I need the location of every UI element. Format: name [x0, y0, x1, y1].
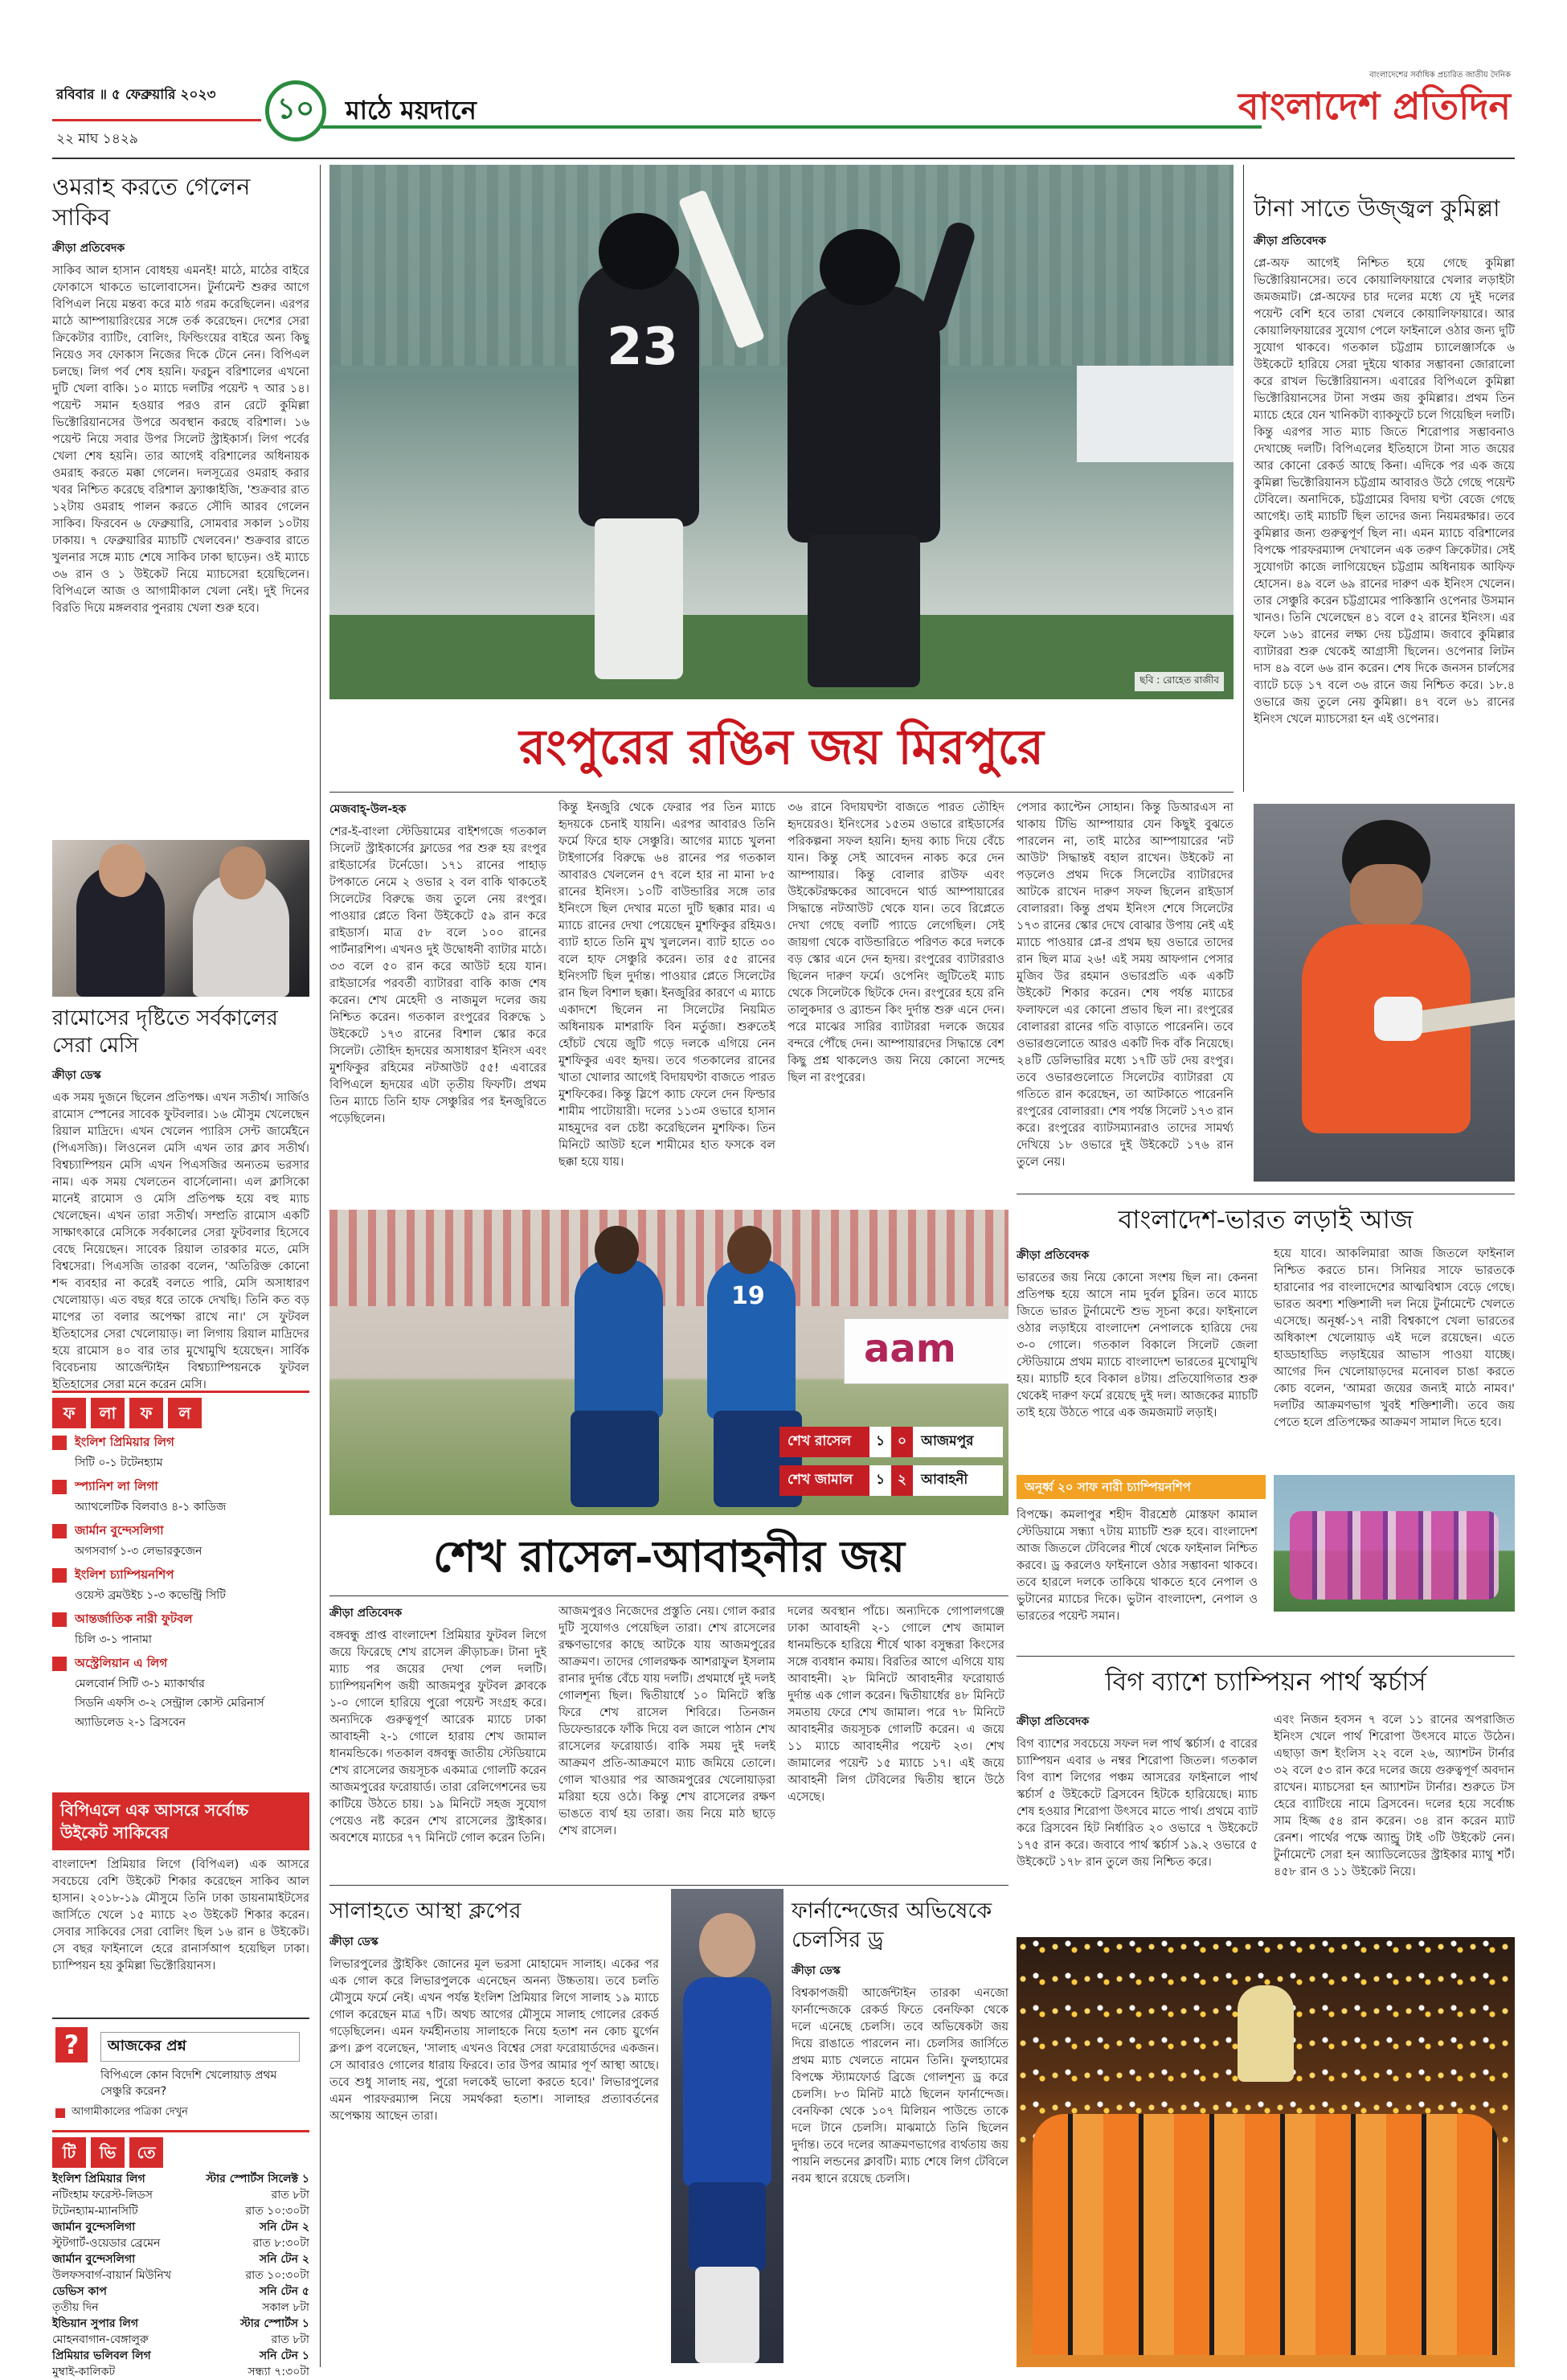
result-score: অগসবার্গ ১-৩ লেভারকুজেন — [75, 1545, 203, 1558]
tv-event: মুম্বাই-কালিকট — [52, 2366, 116, 2378]
result-league: ইংলিশ চ্যাম্পিয়নশিপ — [75, 1567, 174, 1582]
tv-row — [52, 2171, 309, 2187]
tv-row — [52, 2251, 309, 2267]
football-body-col-1: বঙ্গবন্ধু প্রাপ্ত বাংলাদেশ প্রিমিয়ার ফুটবল লিগে জয়ে ফিরেছে শেখ রাসেল ক্রীড়াচক্র। টানা দুই ম্যাচ পর জয়ের দেখা পেল দলটি। চ্যাম্পিয়নশিপ জয়ী আজমপুর ফুটবল ক্লাবকে ১-০ গোলে হারিয়ে পুরো পয়েন্ট সংগ্রহ করে। অন্যদিকে গুরুত্বপূর্ণ আরেক ম্যাচে ঢাকা আবাহনী ২-১ গোলে হারায় শেখ জামাল ধানমন্ডিকে। গতকাল বঙ্গবন্ধু জাতীয় স্টেডিয়ামে শেখ রাসেলের জয়সূচক একমাত্র গোলটি করেন আজমপুরের ফরোয়ার্ড। তারা রেলিগেশনের ভয় কাটিয়ে উঠতে চায়। ১৯ মিনিটে সহজ সুযোগ পেয়েও নষ্ট করেন শেখ রাসেলের স্ট্রাইকার। অবশেষে ম্যাচের ৭৭ মিনিটে গোল করেন তিনি। — [329, 1629, 546, 1845]
football-col-1 — [329, 1604, 546, 1877]
tv-event: জার্মান বুন্দেসলিগা — [52, 2221, 136, 2234]
player-head-right — [219, 846, 266, 899]
tv-channel: স্টার স্পোর্টস ১ — [240, 2317, 309, 2330]
main-body-col-4: পেসার ক্যাপ্টেন সোহান। কিন্তু ডিআরএস না থাকায় টিভি আম্পায়ার যেন কিছুই বুঝতে পারলেন না, তাই মাঠের আম্পায়ারের 'নট আউট' সিদ্ধান্তই বহাল রাখেন। উইকেট না পড়লেও প্রথম দিকে সিলেটের ব্যাটারদের আটকে রাখেন দারুণ সফল ছিলেন রাইডার্স বোলাররা। কিন্তু প্রথম ইনিংস শেষে সিলেটের ১৭৩ রানের স্কোর দেখে বোঝার উপায় নেই এই ম্যাচে পাওয়ার প্লে-র প্রথম ছয় ওভারে তাদের রান ছিল মাত্র ২৬! এই সময় আফগান পেসার মুজিব উর রহমান ওভারপ্রতি এক একটি উইকেট শিকার করেন। শেষ পর্যন্ত ম্যাচের ফলাফলে এর কোনো প্রভাব ছিল না। রংপুরের বোলাররা রানের গতি বাড়াতে পারেননি। তবে ওভারগুলোতে আরও একটি দিক বাঁক নিয়েছে। ২৪টি ডেলিভারির মধ্যে ১৭টি ডট দেয় রংপুর। তবে ওভারগুলোতে সিলেটের ব্যাটাররা যে গতিতে রান করেছেন, তা আটকাতে পারেননি রংপুরের বোলাররা। শেষ পর্যন্ত সিলেট ১৭৩ রান করে। রংপুরের ব্যাটসম্যানরাও তাদের সামর্থ্য দেখিয়ে ১৮ ওভারে দুই উইকেটে ১৭৬ রান তুলে নেয়। — [1017, 801, 1234, 1169]
trophy — [1238, 1985, 1294, 2082]
quiz-footer-text: আগামীকালের পত্রিকা দেখুন — [72, 2106, 188, 2118]
results-label-char-4: ল — [168, 1398, 202, 1428]
player-dark-legs — [571, 1411, 659, 1507]
results-label-char-2: লা — [91, 1398, 125, 1428]
fernandez-body: বিশ্বকাপজয়ী আর্জেন্টাইন তারকা এনজো ফার্নান্দেজকে রেকর্ড ফিতে বেনফিকা থেকে দলে এনেছে চেলসি। তবে অভিষেকটা জয় দিয়ে রাঙাতে পারলেন না। চেলসির জার্সিতে প্রথম ম্যাচ খেলতে নামেন তিনি। ফুলহ্যামের বিপক্ষে স্ট্যামফোর্ড ব্রিজে গোলশূন্য ড্র করে চেলসি। ৮৩ মিনিট মাঠে ছিলেন ফার্নান্দেজ। বেনফিকা থেকে ১০৭ মিলিয়ন পাউন্ডে তাকে দলে টানে চেলসি। মাঝমাঠে তিনি ছিলেন দুর্দান্ত। তবে দলের আক্রমণভাগের ব্যর্থতায় জয় পায়নি লন্ডনের ক্লাবটি। ম্যাচ শেষে লিগ টেবিলে নবম স্থানে রয়েছে চেলসি। — [792, 1987, 1009, 2185]
salah-story — [329, 1897, 659, 2350]
football-photo — [329, 1210, 1009, 1515]
salah-top-rule — [329, 1885, 1009, 1886]
football-body-col-3: দলের অবস্থান পাঁচে। অন্যদিকে গোপালগঞ্জে ঢাকা আবাহনী ২-১ গোলে শেখ জামাল ধানমন্ডিকে হারিয়ে শীর্ষে থাকা বসুন্ধরা কিংসের সঙ্গে ব্যবধান কমায়। বিরতির আগে এগিয়ে যায় আবাহনী। ২৮ মিনিটে আবাহনীর ফরোয়ার্ড দুর্দান্ত এক গোল করেন। দ্বিতীয়ার্ধের ৪৮ মিনিটে সমতায় ফেরে শেখ জামাল। পরে ৭৮ মিনিটে আবাহনীর জয়সূচক গোলটি করেন। এ জয়ে ১১ ম্যাচে আবাহনীর পয়েন্ট ২৩। শেখ জামালের পয়েন্ট ১৫ ম্যাচে ১৭। এই জয়ে আবাহনী লিগ টেবিলের দ্বিতীয় স্থানে উঠে এসেছে। — [788, 1605, 1004, 1804]
paper-logo: বাংলাদেশ প্রতিদিন — [1238, 84, 1511, 128]
bullet-icon — [52, 1612, 67, 1627]
player-head — [699, 1913, 755, 1977]
bullet-icon — [55, 2108, 65, 2118]
ad-board-text: aam — [864, 1326, 956, 1371]
tv-time: রাত ১০:৩০টা — [245, 2205, 309, 2218]
score2-team: শেখ জামাল — [779, 1465, 869, 1496]
result-league: স্প্যানিশ লা লিগা — [75, 1479, 158, 1493]
player-glove — [1374, 997, 1422, 1041]
result-score: মেলবোর্ন সিটি ৩-১ ম্যাকার্থার সিডনি এফসি ৩-২ সেন্ট্রাল কোস্ট মেরিনার্স অ্যাডিলেড ২-১ ব্রিসবেন — [75, 1677, 264, 1729]
quiz-footer — [55, 2104, 188, 2121]
result-league: ইংলিশ প্রিমিয়ার লিগ — [75, 1435, 174, 1449]
masthead — [0, 0, 1567, 161]
perth-col-2 — [1274, 1712, 1515, 1929]
tv-row — [52, 2235, 309, 2251]
main-story-col-4 — [1017, 800, 1234, 1194]
date-line-2: ২২ মাঘ ১৪২৯ — [56, 131, 138, 147]
player-shorts — [689, 2182, 766, 2271]
player-head-left — [99, 844, 145, 897]
comilla-byline: ক্রীড়া প্রতিবেদক — [1254, 235, 1327, 248]
results-box — [52, 1391, 309, 1737]
football-body-col-2: আজমপুরও নিজেদের প্রস্তুতি নেয়। গোল করার দুটি সুযোগও পেয়েছিল তারা। শেখ রাসেলের রক্ষণভাগের কাছে আটকে যায় আজমপুরের আক্রমণ। তাদের গোলরক্ষক আশরাফুল ইসলাম রানার দুর্দান্ত বেঁচে যায় দলটি। প্রথমার্ধে দুই দলই গোলশূন্য ছিল। দ্বিতীয়ার্ধে ১০ মিনিটে স্বস্তি ফিরে শেখ রাসেল শিবিরে। তিনজন ডিফেন্ডারকে ফাঁকি দিয়ে বল জালে পাঠান শেখ রাসেলের ফরোয়ার্ড। বাকি সময় দুই দলই আক্রমণ প্রতি-আক্রমণে ম্যাচ জমিয়ে তোলে। গোল খাওয়ার পর আজমপুরের খেলোয়াড়রা মরিয়া হয়ে ওঠে। কিন্তু শেখ রাসেলের রক্ষণ ভাঙতে ব্যর্থ হয় তারা। জয় নিয়ে মাঠ ছাড়ে শেখ রাসেল। — [558, 1605, 775, 1837]
section-title: মাঠে ময়দানে — [346, 95, 477, 125]
comilla-story — [1254, 193, 1515, 802]
tv-event: নটিংহাম ফরেস্ট-লিডস — [52, 2189, 153, 2202]
header-green-rule — [321, 125, 1262, 129]
tv-rows — [52, 2171, 309, 2380]
cricketer-photo — [1254, 804, 1515, 1182]
salah-headline[interactable]: সালাহতে আস্থা ক্লপের — [329, 1899, 522, 1923]
batter-legs — [808, 535, 920, 687]
tv-event: টটেনহ্যাম-ম্যানসিটি — [52, 2205, 138, 2218]
bullet-icon — [52, 1568, 67, 1583]
header-bottom-rule — [52, 158, 1515, 159]
tv-channel: সনি টেন ২ — [259, 2221, 309, 2234]
column-divider — [1243, 165, 1244, 792]
date-line-1: রবিবার ॥ ৫ ফেব্রুয়ারি ২০২৩ — [56, 87, 216, 103]
tv-time: সকাল ৮টা — [262, 2301, 309, 2314]
bd-india-body-col-2: হয়ে যাবে। আকলিমারা আজ জিতলে ফাইনাল নিশ্চিত করতে চান। সিনিয়র সাফে ভারতকে হারানোর পর বাংলাদেশের আত্মবিশ্বাস বেড়ে গেছে। ভারত অবশ্য শক্তিশালী দল নিয়ে টুর্নামেন্টে খেলতে এসেছে। অনূর্ধ্ব-১৭ নারী বিশ্বকাপে খেলা ভারতের অধিকাংশ খেলোয়াড় এই দলে রয়েছেন। এতে হাড্ডাহাড্ডি লড়াইয়ের আভাস পাওয়া যাচ্ছে। আগের দিন খেলোয়াড়দের মনোবল চাঙা করতে কোচ বলেন, 'আমরা জয়ের জন্যই মাঠে নামব।' দলটির আক্রমণভাগ খুবই শক্তিশালী। তবে জয় পেতে হলে প্রতিপক্ষের আক্রমণ সামাল দিতে হবে। — [1274, 1247, 1515, 1429]
bd-india-headline[interactable]: বাংলাদেশ-ভারত লড়াই আজ — [1118, 1204, 1414, 1235]
player-19-head — [727, 1226, 771, 1274]
story-ramos-headline[interactable]: রামোসের দৃষ্টিতে সর্বকালের সেরা মেসি — [52, 1006, 278, 1058]
photo-credit: ছবি : রোহেত রাজীব — [1135, 672, 1224, 691]
bullet-icon — [52, 1480, 67, 1494]
team-players — [1033, 2114, 1499, 2355]
quiz-question: বিপিএলে কোন বিদেশি খেলোয়াড় প্রথম সেঞ্চুরি করেন? — [100, 2069, 277, 2098]
scoreboard-2 — [779, 1465, 1003, 1496]
tv-event: ইন্ডিয়ান সুপার লিগ — [52, 2317, 139, 2330]
player-dark-head — [595, 1226, 639, 1274]
perth-body-col-2: এবং নিজন হবসন ৭ বলে ১১ রানের অপরাজিত ইনিংস খেলে পার্থ শিরোপা উৎসবে মাতে উঠেন। এছাড়া জশ ইংলিস ২২ বলে ২৬, অ্যাশটন টার্নার ৩২ বলে ৫৩ রান করে দলের জয়ে গুরুত্বপূর্ণ অবদান রাখেন। ম্যাচসেরা হন আ্যাশটন টার্নার। শুরুতে টস হেরে ব্যাটিংয়ে নামে ব্রিসবেন। দলের হয়ে সর্বোচ্চ সাম হিজ্জ ৫৪ রান করেন। ৩৪ রান করেন ম্যাট রেনশ। পার্থের পক্ষে অ্যান্ড্রু টাই ৩টি উইকেট নেন। টুর্নামেন্টে সেরা হন অ্যাডিলেডের স্ট্রাইকার ম্যাথু শর্ট। ৪৫৮ রান ও ১১ উইকেট নিয়ে। — [1274, 1714, 1515, 1878]
tv-channel: সনি টেন ৫ — [259, 2285, 309, 2298]
tv-event: তৃতীয় দিন — [52, 2301, 99, 2314]
quiz-box — [52, 2017, 309, 2128]
player-23-legs — [595, 518, 683, 679]
page-number: ১০ — [276, 92, 315, 125]
scoreboard-1 — [779, 1427, 1003, 1457]
results-label-char-3: ফ — [129, 1398, 163, 1428]
tv-row — [52, 2364, 309, 2380]
main-body-col-3: ৩৬ রানে বিদায়ঘণ্টা বাজতে পারত তৌহিদ হৃদয়েরও। ইনিংসের ১৫তম ওভারে রাইডার্সের পরিকল্পনা সফল হয়নি। হৃদয় ক্যাচ দিয়ে বেঁচে যান। কিন্তু সেই আবেদন নাকচ করে দেন আম্পায়ার। কিন্তু বোলার রাউফ এবং উইকেটরক্ষকের আবেদনে থার্ড আম্পায়ারের সিদ্ধান্তে নটআউট থেকে যান। তবে রিপ্লেতে দেখা গেছে বলটি প্যাডে লেগেছিল। সেই জায়গা থেকে বাউন্ডারিতে পরিণত করে দলকে বড় স্কোর এনে দেন হৃদয়। রংপুরের ব্যাটাররাও ছিলেন দারুণ ফর্মে। ওপেনিং জুটিতেই ম্যাচ থেকে সিলেটকে ছিটকে দেন। রংপুরের হয়ে রনি তালুকদার ও ব্র্যান্ডন কিং দুর্দান্ত শুরু এনে দেন। পরে মাঝের সারির ব্যাটাররা দলকে জয়ের বন্দরে পৌঁছে দেন। আম্পায়ারদের সিদ্ধান্তে বেশ কিছু প্রশ্ন থাকলেও জয় নিয়ে কোনো সন্দেহ ছিল না রংপুরের। — [788, 801, 1004, 1084]
result-score: অ্যাথলেটিক বিলবাও ৪-১ কাডিজ — [75, 1501, 227, 1514]
result-league: জার্মান বুন্দেসলিগা — [75, 1523, 164, 1538]
bpl-record-headline[interactable]: বিপিএলে এক আসরে সর্বোচ্চ উইকেট সাকিবের — [52, 1792, 309, 1850]
football-col-3 — [788, 1604, 1004, 1877]
result-league: আন্তর্জাতিক নারী ফুটবল — [75, 1612, 193, 1626]
batter-body — [788, 285, 940, 543]
pitch-ground — [329, 615, 1234, 699]
score2-home: ১ — [869, 1465, 891, 1496]
result-item[interactable] — [52, 1566, 309, 1605]
main-story-col-1 — [329, 800, 546, 1194]
salah-byline: ক্রীড়া ডেস্ক — [329, 1936, 378, 1948]
stadium-stand — [329, 165, 1234, 366]
tv-channel: সনি টেন ২ — [259, 2253, 309, 2266]
main-byline: মেজবাহ্-উল-হক — [329, 803, 407, 816]
batter-helmet — [820, 229, 900, 305]
bd-india-story — [1017, 1202, 1515, 1237]
football-headline[interactable]: শেখ রাসেল-আবাহনীর জয় — [433, 1530, 905, 1582]
tv-event: ডেভিস কাপ — [52, 2285, 107, 2298]
boundary-board — [1077, 366, 1234, 462]
tv-event: জার্মান বুন্দেসলিগা — [52, 2253, 136, 2266]
bd-india-body-col-1: ভারতের জয় নিয়ে কোনো সংশয় ছিল না। কেননা প্রতিপক্ষ হয়ে আসে নাম দুর্বল চুরিন। তবে ম্যাচে জিতে ভারত টুর্নামেন্টে শুভ সূচনা করে। ফাইনালে ওঠার লড়াইয়ে বাংলাদেশ নেপালকে হারিয়ে দেয় ৩-০ গোলে। গতকাল বিকালে সিলেট জেলা স্টেডিয়ামে প্রথম ম্যাচে বাংলাদেশ ভারতের মুখোমুখি হয়। ম্যাচটি হবে বিকাল ৪টায়। প্রতিযোগিতার শুরু থেকেই দারুণ ফর্মে রয়েছে দুই দল। আজকের ম্যাচটি তাই হয়ে উঠতে পারে এক জমজমাট লড়াই। — [1017, 1272, 1258, 1419]
player-dark-body — [575, 1258, 663, 1419]
tv-row — [52, 2316, 309, 2332]
results-label-char-1: ফ — [52, 1398, 86, 1428]
result-league: অস্ট্রেলিয়ান এ লিগ — [75, 1656, 168, 1670]
result-score: সিটি ০-১ টটেনহ্যাম — [75, 1456, 163, 1469]
bd-india-byline: ক্রীড়া প্রতিবেদক — [1017, 1249, 1090, 1262]
perth-top-rule — [1017, 1656, 1515, 1657]
tv-time: রাত ৮টা — [271, 2189, 309, 2202]
tv-channel: সনি টেন ১ — [259, 2349, 309, 2362]
score1-opponent: আজমপুর — [913, 1427, 1003, 1457]
main-body-col-1: শের-ই-বাংলা স্টেডিয়ামের বাইশগজে গতকাল সিলেট স্ট্রাইকার্সের ফ্লাডের পর শুরু হয় রংপুর রাইডার্সের টর্নেডো। ১৭১ রানের পাহাড় টপকাতে নেমে ২ ওভার ২ বল বাকি থাকতেই সিলেটের বিরুদ্ধে জয় তুলে নেয় রংপুর। পাওয়ার প্লেতে বিনা উইকেটে ৫৯ রান করে রাইডার্স। মাত্র ৫৮ বলে ১০০ রানের পার্টনারশিপ। এখনও দুই উদ্বোধনী ব্যাটার মাঠে। ৩৩ বলে ৫০ রান করে আউট হয়ে যান। রাইডার্সের পরবর্তী ব্যাটাররা বাকি কাজ শেষ করেন। শেখ মেহেদী ও নাজমুল দলের জয় নিশ্চিত করেন। গতকাল রংপুরের বিরুদ্ধে ১ উইকেটে ১৭৩ রানের বিশাল স্কোর করে সিলেট। তৌহিদ হৃদয়ের অসাধারণ ইনিংস এবং মুশফিকুর রহিমের নটআউট ৫৫! এবারের বিপিএলে হৃদয়ের এটা তৃতীয় ফিফটি। প্রথম তিন ম্যাচে তিনি হাফ সেঞ্চুরির পর ইনজুরিতে পড়েছিলেন। — [329, 825, 546, 1125]
player-jersey — [683, 1977, 771, 2186]
comilla-body: প্লে-অফ আগেই নিশ্চিত হয়ে গেছে কুমিল্লা ভিক্টোরিয়ানসের। তবে কোয়ালিফায়ারে খেলার লড়াইটা জমজমাট। প্লে-অফের চার দলের মধ্যে যে দুই দলের পয়েন্ট বেশি হবে তারা খেলবে কোয়ালিফায়ারে। আর কোয়ালিফায়ারের সুযোগ পেলে ফাইনালে ওঠার জন্য দুটি সুযোগ থাকবে। গতকাল চট্টগ্রাম চ্যালেঞ্জার্সকে ৬ উইকেটে হারিয়ে সেরা দুইয়ে থাকার সম্ভাবনা জোরালো করে রাখল ভিক্টোরিয়ানস। এবারের বিপিএলে কুমিল্লা ভিক্টোরিয়ানসের টানা সপ্তম জয় কুমিল্লার। প্রথম তিন ম্যাচে হেরে যেন খানিকটা ব্যাকফুটে চলে গিয়েছিল দলটি। কিন্তু এরপর সাত ম্যাচ জিতে শিরোপার সম্ভাবনাও দেখাচ্ছে দলটি। বিপিএলের ইতিহাসে টানা সাত জয়ের আর কোনো রেকর্ড আছে কিনা। এদিকে পর এক জয়ে কুমিল্লা ভিক্টোরিয়ানস চট্টগ্রাম আবারও উঠে গেছে পয়েন্ট টেবিলে। অনাদিকে, চট্টগ্রামের বিদায় ঘণ্টা বেজে গেছে আগেই। তাই ম্যাচটি ছিল তাদের জন্য নিয়মরক্ষার। তবে কুমিল্লার জন্য গুরুত্বপূর্ণ ছিল না। এমন ম্যাচে বরিশালের বিপক্ষে পারফরম্যান্স দেখালেন এক তরুণ ক্রিকেটার। সেই সুযোগটা কাজে লাগিয়েছেন চট্টগ্রাম অধিনায়ক আফিফ হোসেন। ৪৯ বলে ৬৯ রানের দারুণ এক ইনিংস খেলেন। তার সেঞ্চুরি করেন চট্টগ্রামের পাকিস্তানি ওপেনার উসমান খানও। তিনি খেলেছেন ৪১ বলে ৫২ রানের ইনিংস। এর ফলে ১৬১ রানের লক্ষ্য দেয় চট্টগ্রাম। জবাবে কুমিল্লার ব্যাটাররা শুরু থেকেই আগ্রাসী ছিলেন। ওপেনার লিটন দাস ৪৯ বলে ৬৬ রান করেন। শেষ দিকে জনসন চার্লসের ব্যাটে চড়ে ১৭ বলে ৩৬ রানে জয় নিশ্চিত করে। ১৮.৪ ওভারে জয় তুলে নেয় কুমিল্লা। ৪৭ বলে ৬১ রানের ইনিংস খেলে ম্যাচসেরা হন এই ওপেনার। — [1254, 257, 1515, 726]
story-omrah-byline: ক্রীড়া প্রতিবেদক — [52, 242, 125, 255]
tv-event: স্টুটগার্ট-ওয়েডার ব্রেমেন — [52, 2237, 161, 2250]
player-face — [1350, 864, 1422, 928]
results-list — [52, 1433, 309, 1732]
paper-tagline: বাংলাদেশের সর্বাধিক প্রচারিত জাতীয় দৈনিক — [1369, 71, 1511, 80]
result-item[interactable] — [52, 1654, 309, 1732]
results-label — [52, 1391, 309, 1428]
tv-channel: স্টার স্পোর্টস সিলেক্ট ১ — [206, 2173, 309, 2185]
tv-row — [52, 2267, 309, 2284]
date-divider — [52, 119, 261, 121]
tv-time: রাত ৮:৩০টা — [252, 2237, 309, 2250]
result-item[interactable] — [52, 1433, 309, 1473]
tv-event: উলফসবার্গ-বায়ার্ন মিউনিখ — [52, 2269, 172, 2282]
tv-row — [52, 2219, 309, 2235]
bullet-icon — [52, 1657, 67, 1671]
score1-home: ১ — [869, 1427, 891, 1457]
football-col-2 — [558, 1604, 775, 1877]
tv-row — [52, 2284, 309, 2300]
tv-label-char-3: তে — [129, 2137, 163, 2168]
tv-time: সন্ধ্যা ৭:৩০টা — [248, 2366, 309, 2378]
bullet-icon — [52, 1436, 67, 1450]
score2-opponent: আবাহনী — [913, 1465, 1003, 1496]
score1-away: ০ — [891, 1427, 913, 1457]
comilla-headline[interactable]: টানা সাতে উজ্জ্বল কুমিল্লা — [1254, 195, 1500, 222]
tv-row — [52, 2187, 309, 2203]
perth-col-1 — [1017, 1712, 1258, 1937]
quiz-title: আজকের প্রশ্ন — [100, 2032, 300, 2062]
saff-body-text: বিপক্ষে। কমলাপুর শহীদ বীরশ্রেষ্ঠ মোস্তফা কামাল স্টেডিয়ামে সন্ধ্যা ৭টায় ম্যাচটি শুরু হবে। বাংলাদেশ আজ জিতলে টেবিলের শীর্ষে থেকে ফাইনাল নিশ্চিত করবে। ড্র করলেও ফাইনালে ওঠার সম্ভাবনা থাকবে। তবে হারলে দলকে তাকিয়ে থাকতে হবে নেপাল ও ভুটানের ম্যাচের দিকে। ভুটান বাংলাদেশ, নেপাল ও ভারতের পয়েন্ট সমান। — [1017, 1509, 1258, 1623]
perth-byline: ক্রীড়া প্রতিবেদক — [1017, 1715, 1090, 1728]
bd-india-col-2 — [1274, 1246, 1515, 1463]
score1-team: শেখ রাসেল — [779, 1427, 869, 1457]
perth-celebration-photo — [1017, 1937, 1515, 2367]
saff-body — [1017, 1507, 1258, 1652]
main-headline[interactable]: রংপুরের রঙিন জয় মিরপুরে — [519, 719, 1044, 776]
score2-away: ২ — [891, 1465, 913, 1496]
football-byline: ক্রীড়া প্রতিবেদক — [329, 1607, 403, 1620]
bpl-record-box — [52, 1792, 309, 1975]
story-omrah — [52, 171, 309, 890]
bullet-icon — [52, 1524, 67, 1538]
tv-row — [52, 2332, 309, 2348]
tv-time: রাত ১০:৩০টা — [245, 2269, 309, 2282]
tv-row — [52, 2203, 309, 2219]
tv-label-char-2: ভি — [91, 2137, 125, 2168]
saff-team-photo — [1274, 1475, 1515, 1612]
tv-row — [52, 2348, 309, 2364]
result-item[interactable] — [52, 1610, 309, 1649]
player-group — [1290, 1511, 1499, 1600]
headline-rule — [329, 792, 1234, 793]
result-score: চিলি ৩-১ পানামা — [75, 1633, 152, 1646]
main-story-col-2 — [558, 800, 775, 1194]
salah-body: লিভারপুলের স্ট্রাইকিং জোনের মূল ভরসা মোহামেদ সালাহ। একের পর এক গোল করে লিভারপুলকে এনেছেন অনন্য উচ্চতায়। তবে চলতি মৌসুমে ফর্মে নেই। এখন পর্যন্ত ইংলিশ প্রিমিয়ার লিগে সালাহ ১৯ ম্যাচে গোল করেছেন মাত্র ৭টি। অথচ আগের মৌসুমে সালাহ গোলের রেকর্ড গড়েছিলেন। এমন ফর্মহীনতায় সালাহকে নিয়ে হতাশ নন কোচ য়ুর্গেন ক্লপ। ক্লপ বলেছেন, 'সালাহ এখনও বিশ্বের সেরা ফরোয়ার্ডদের একজন। সে আবারও গোলের ধারায় ফিরবে। তার উপর আমার পূর্ণ আস্থা আছে। তবে শুধু সালাহ নয়, পুরো দলকেই ভালো করতে হবে।' লিভারপুলের এমন পারফরম্যান্স নিয়ে সমর্থকরা হতাশ। সালাহর প্রত্যাবর্তনের অপেক্ষায় আছেন তারা। — [329, 1958, 659, 2123]
story-omrah-body: সাকিব আল হাসান বোধহয় এমনই! মাঠে, মাঠের বাইরে ফোকাসে থাকতে ভালোবাসেন। টুর্নামেন্ট শুরুর আগে বিপিএল নিয়ে মন্তব্য করে মাঠ গরম করেছিলেন। এরপর মাঠে আম্পায়ারিংয়ের সঙ্গে তর্ক করেছেন। দেশের সেরা ক্রিকেটার ব্যাটিং, বোলিং, ফিল্ডিংয়ের বাইরে অন্য কিছু নিয়েও সব ফোকাস নিজের দিকে টেনে নেন। বিপিএল চলছে। লিগ পর্ব শেষ হয়নি। ফরচুন বরিশালের এখনো দুটি খেলা বাকি। ১০ ম্যাচে দলটির পয়েন্ট ৭ আর ১৪। পয়েন্ট সমান হওয়ার পরও রান রেটে কুমিল্লা ভিক্টোরিয়ানসের উপরে অবস্থান করছে বরিশাল। ১৬ পয়েন্ট নিয়ে সবার উপর সিলেট স্ট্রাইকার্স। লিগ পর্বের খেলা শেষ হয়নি। তার আগেই বরিশালের অধিনায়ক ওমরাহ করতে মক্কা গেলেন। দলসূত্রের ওমরাহ করার খবর নিশ্চিত করেছে বরিশাল ফ্র্যাঞ্চাইজি, 'শুক্রবার রাত ১২টায় ওমরাহ পালন করতে সৌদি আরব গেলেন সাকিব। ফিরবেন ৬ ফেব্রুয়ারি, সোমবার সকাল ১০টায় ঢাকায়। ৭ ফেব্রুয়ারির ম্যাচটি খেলবেন।' শুক্রবার রাতে খুলনার সঙ্গে ম্যাচ শেষে সাকিব ঢাকা ছাড়েন। ওই ম্যাচে ৩৬ রান ও ১ উইকেট নিয়ে ম্যাচসেরা হয়েছিলেন। বিপিএলে আজ ও আগামীকাল খেলা নেই। দুই দিনের বিরতি দিয়ে মঙ্গলবার পুনরায় খেলা শুরু হবে। — [52, 264, 309, 615]
tv-time: রাত ৮টা — [271, 2333, 309, 2346]
tv-label — [52, 2130, 309, 2168]
tv-schedule — [52, 2130, 309, 2380]
fernandez-headline[interactable]: ফার্নান্দেজের অভিষেকে চেলসির ড্র — [792, 1899, 992, 1952]
result-item[interactable] — [52, 1522, 309, 1561]
player-19-number: 19 — [731, 1282, 765, 1310]
result-score: ওয়েস্ট ব্রমউইচ ১-৩ কভেন্ট্রি সিটি — [75, 1589, 226, 1602]
story-ramos-byline: ক্রীড়া ডেস্ক — [52, 1069, 101, 1082]
main-cricket-photo — [329, 165, 1234, 699]
main-body-col-2: কিন্তু ইনজুরি থেকে ফেরার পর তিন ম্যাচে হৃদয়কে চেনাই যায়নি। এরপর আবারও তিনি ফর্মে ফিরে হাফ সেঞ্চুরি। আগের ম্যাচে খুলনা টাইগার্সের বিরুদ্ধে ৬৪ রানের পর গতকাল আবারও খেললেন ৫৭ বলে হার না মানা ৮৫ রানের ইনিংস। ১০টি বাউন্ডারির সঙ্গে তার ইনিংসে ছিল দেখার মতো দুটি ছক্কার মার। এ ম্যাচে রানের দেখা পেয়েছেন মুশফিকুর রহিমও। ব্যাট হাতে তিনি মুখ খুললেন। ব্যাট হাতে ৩০ বলে হাফ সেঞ্চুরি করেন। তার ৫৫ রানের ইনিংসটি ছিল দুর্দান্ত। পাওয়ার প্লেতে সিলেটের রান ছিল বিশাল ছক্কা। ইনজুরির কারণে এ ম্যাচে একাদশে ছিলেন না সিলেটের নিয়মিত অধিনায়ক মাশরাফি বিন মর্তুজা। শুরুতেই হোঁচট খেয়ে জুটি গড়ে দলকে এগিয়ে নেন মুশফিকুর এবং হৃদয়। তবে গতকালের রানের খাতা খোলার আগেই বিদায়ঘণ্টা বাজতে পারত মুশফিকের। কিন্তু স্লিপে ক্যাচ ফেলে দেন ফিল্ডার শামীম পাটোয়ারী। দলের ১১৩ম ওভারে হাসান মাহমুদের বল চেষ্টা করেছিলেন মুশফিক। তিন মিনিটে আউট হলে শামীমের হাত ফসকে বল ছক্কা হয়ে যায়। — [558, 801, 775, 1169]
story-ramos — [52, 1005, 309, 1411]
player-23-body — [579, 261, 699, 526]
left-column — [52, 165, 309, 890]
perth-body-col-1: বিগ ব্যাশের সবচেয়ে সফল দল পার্থ স্কর্চার্স। ৫ বারের চ্যাম্পিয়ন এবার ৬ নম্বর শিরোপা জিতল। গতকাল বিগ ব্যাশ লিগের পঞ্চম আসরের ফাইনালে পার্থ স্কর্চার্স ৫ উইকেটে ব্রিসবেন হিটকে হারিয়েছে। ম্যাচ শেষ হওয়ার শিরোপা উৎসবে মাতে পার্থ। প্রথমে ব্যাট করে ব্রিসবেন হিট নির্ধারিত ২০ ওভারে ৭ উইকেটে ১৭৫ রান করে। জবাবে পার্থ স্কর্চার্স ১৯.২ ওভারে ৫ উইকেটে ১৭৮ রান তুলে জয় নিশ্চিত করে। — [1017, 1738, 1258, 1869]
tv-event: প্রিমিয়ার ভলিবল লিগ — [52, 2349, 151, 2362]
result-item[interactable] — [52, 1477, 309, 1517]
chelsea-player-photo — [671, 1889, 784, 2363]
tv-row — [52, 2300, 309, 2316]
question-icon: ? — [55, 2027, 88, 2063]
bd-india-col-1 — [1017, 1246, 1258, 1471]
player-23-number: 23 — [607, 317, 679, 377]
fernandez-byline: ক্রীড়া ডেস্ক — [792, 1964, 841, 1977]
saff-label[interactable]: অনূর্ধ্ব ২০ সাফ নারী চ্যাম্পিয়নশিপ — [1017, 1475, 1266, 1499]
story-omrah-headline[interactable]: ওমরাহ করতে গেলেন সাকিব — [52, 173, 251, 231]
perth-headline[interactable]: বিগ ব্যাশে চ্যাম্পিয়ন পার্থ স্কর্চার্স — [1105, 1666, 1426, 1697]
tv-label-char-1: টি — [52, 2137, 86, 2168]
stadium-seats — [329, 1210, 1009, 1306]
main-story-col-3 — [788, 800, 1004, 1194]
tv-event: মোহনবাগান-বেঙ্গালুরু — [52, 2333, 149, 2346]
messi-ramos-photo — [52, 840, 309, 997]
player-legs — [695, 2267, 759, 2363]
tv-event: ইংলিশ প্রিমিয়ার লিগ — [52, 2173, 145, 2185]
player-23-helmet — [599, 213, 679, 289]
bpl-record-body: বাংলাদেশ প্রিমিয়ার লিগে (বিপিএল) এক আসরে সবচেয়ে বেশি উইকেট শিকার করেছেন সাকিব আল হাসান। ২০১৮-১৯ মৌসুমে তিনি ঢাকা ডায়নামাইটসের জার্সিতে খেলে ১৫ ম্যাচে ২৩ উইকেট শিকার করেন। সেবার সাকিবের সেরা বোলিং ছিল ১৬ রান ৪ উইকেট। সে বছর ফাইনালে হেরে রানার্সআপ হয়েছিল ঢাকা। চ্যাম্পিয়ন হয় কুমিল্লা ভিক্টোরিয়ানস। — [52, 1858, 309, 1972]
story-ramos-body: এক সময় দুজনে ছিলেন প্রতিপক্ষ। এখন সতীর্থ। সার্জিও রামোস স্পেনের সাবেক ফুটবলার। ১৬ মৌসুম খেলেছেন রিয়াল মাদ্রিদে। এখন খেলেন প্যারিস সেন্ট জার্মেইনে (পিএসজি)। লিওনেল মেসি এখন তার ক্লাব সতীর্থ। বিশ্বচ্যাম্পিয়ন মেসি এখন পিএসজির অন্যতম ভরসার নাম। এক সময় খেলতেন বার্সেলোনা। এল ক্লাসিকো মানেই রামোস ও মেসি প্রতিপক্ষ হয়ে বহু ম্যাচ খেলেছেন। এখন তারা সতীর্থ। সম্প্রতি রামোস একটি সাক্ষাৎকারে মেসিকে সর্বকালের সেরা ফুটবলার হিসেবে বেছে নিয়েছেন। সাবেক রিয়াল তারকার মতে, মেসি বিশ্বসেরা। পিএসজি তারকা বলেন, 'অতিরিক্ত কোনো শব্দ ব্যবহার না করেই বলতে পারি, মেসি অসাধারণ খেলোয়াড়। এত বছর ধরে তাকে দেখছি। তিনি কত বড় মাপের তা বলার অপেক্ষা রাখে না।' সে ফুটবল ইতিহাসের সেরা খেলোয়াড়। লা লিগায় রিয়াল মাদ্রিদের হয়ে রামোস ৪০ বার তার মুখোমুখি হয়েছেন। সার্বিক বিবেচনায় আর্জেন্টাইন বিশ্বচ্যাম্পিয়নকে ফুটবল ইতিহাসের সেরা মনে করেন মেসি। — [52, 1092, 309, 1391]
fernandez-story — [792, 1897, 1009, 2323]
column-divider — [320, 165, 321, 2367]
